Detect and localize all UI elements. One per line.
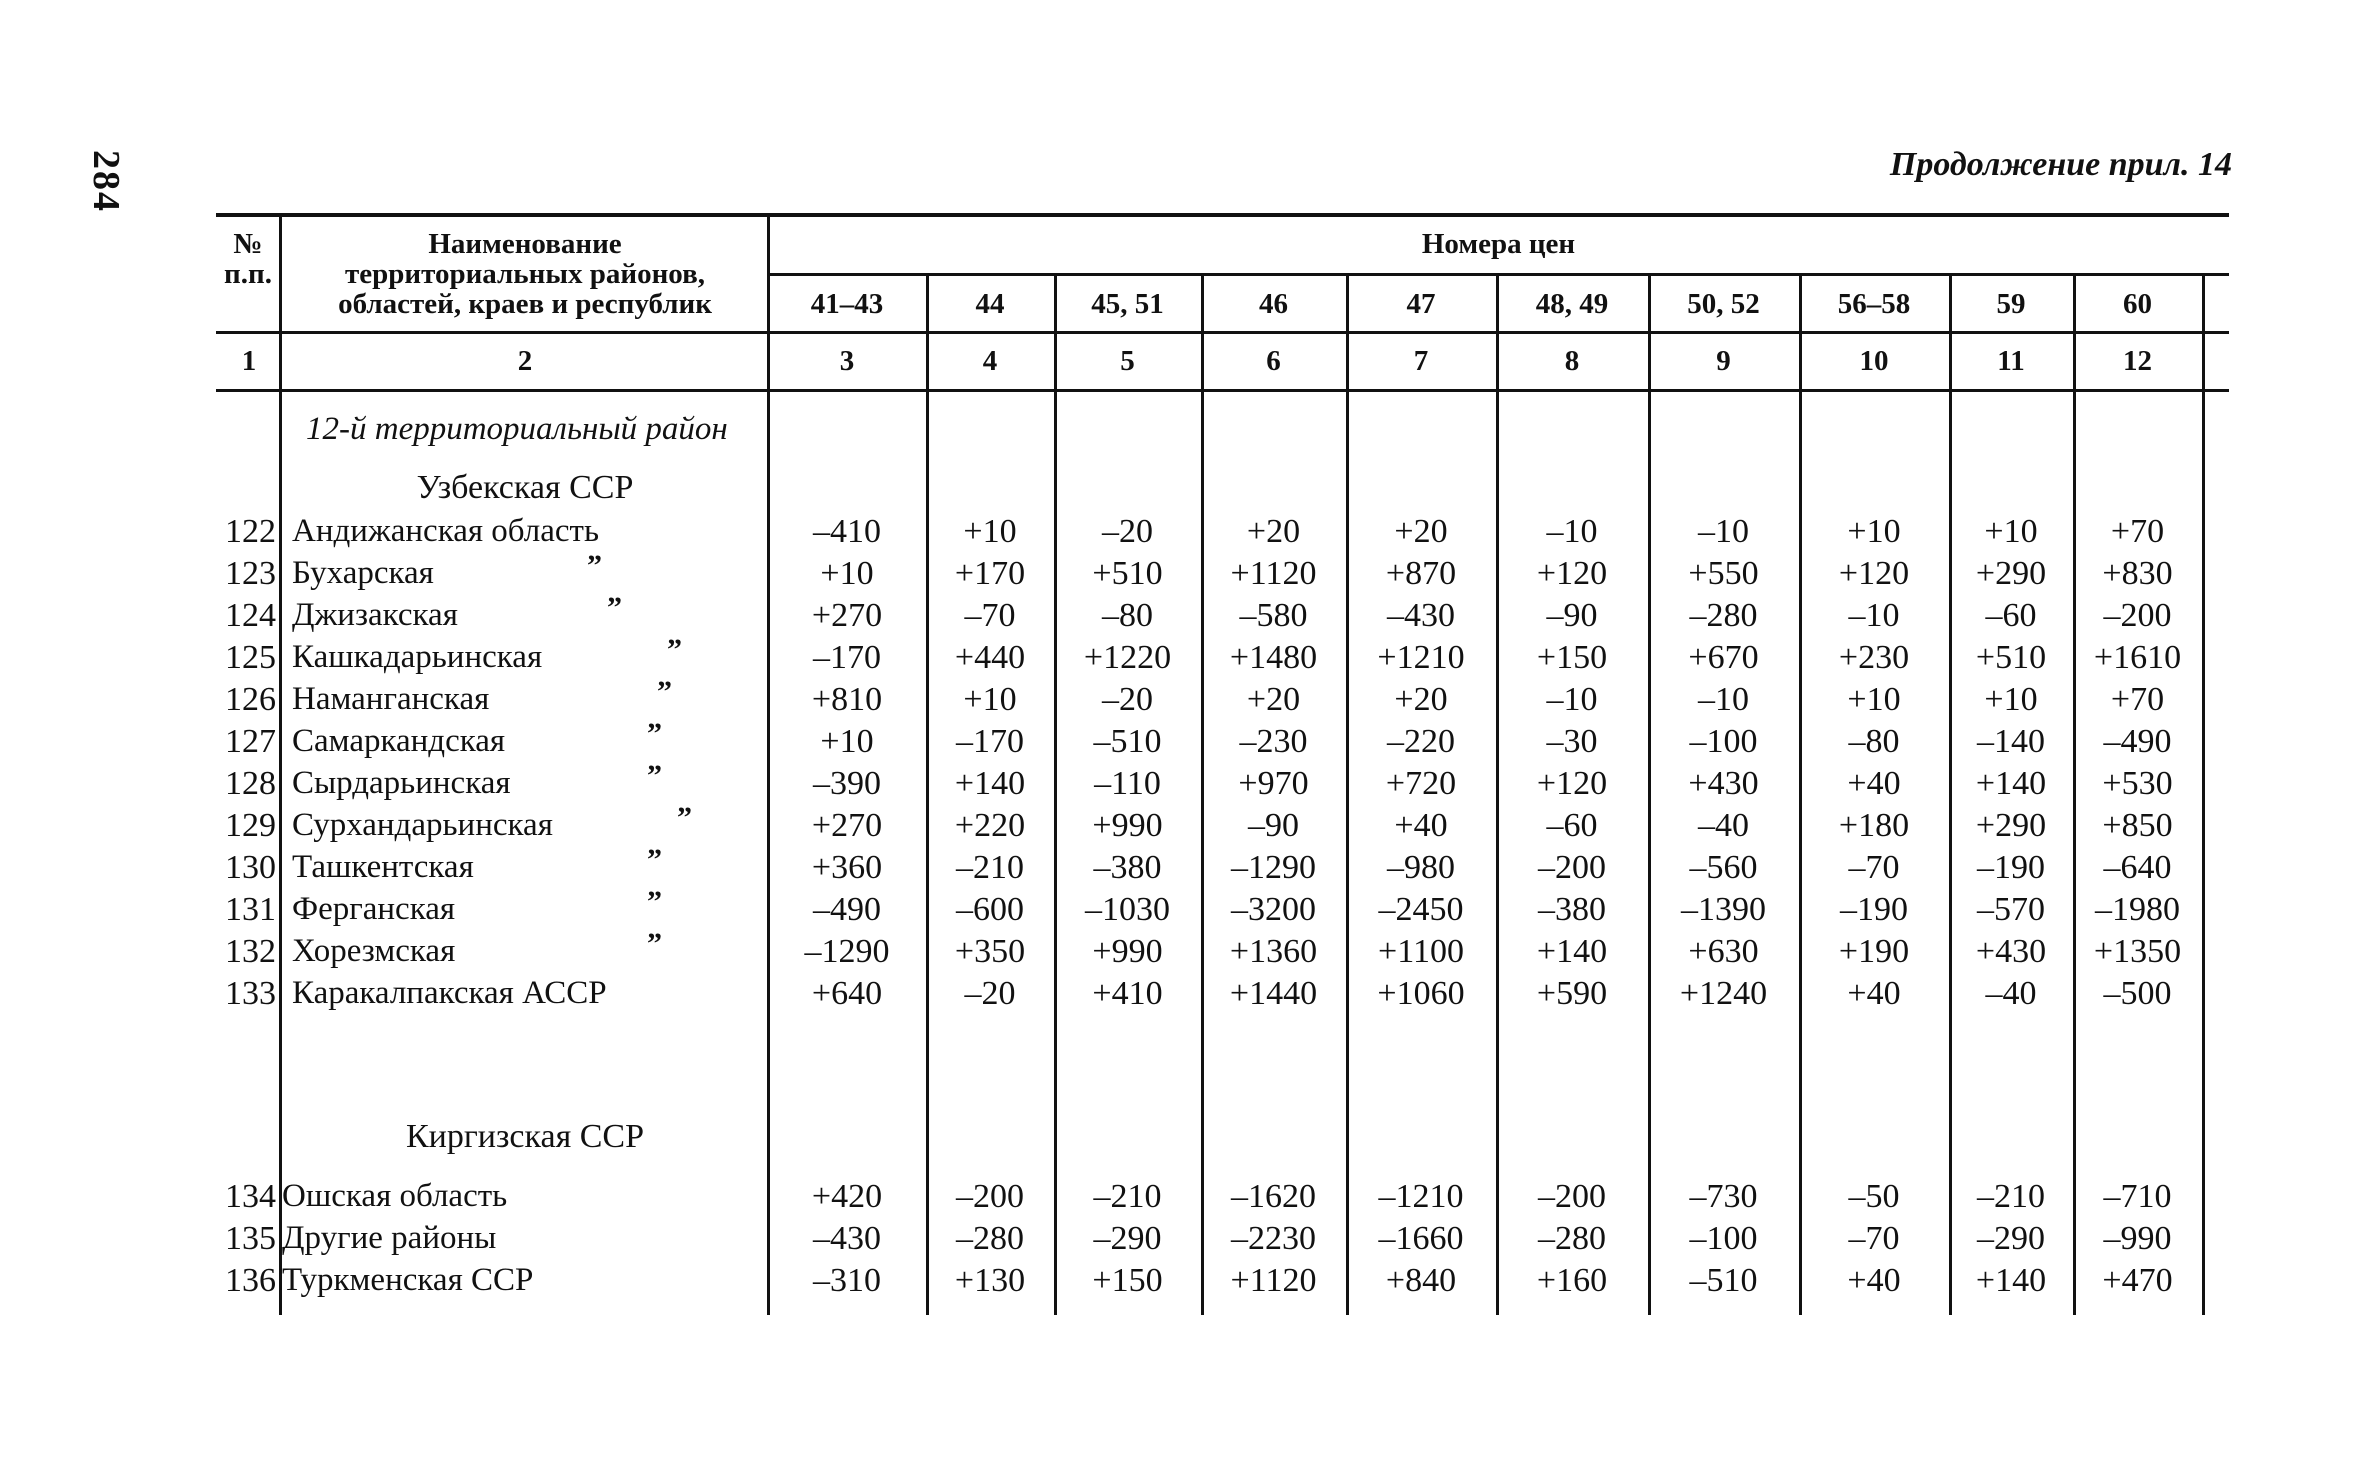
price-delta-cell: –560 — [1689, 849, 1758, 886]
price-delta-cell: –190 — [1977, 849, 2045, 886]
continuation-caption: Продолжение прил. 14 — [1889, 146, 2232, 183]
header-price-group: Номера цен — [1421, 228, 1576, 260]
ditto-mark: ” — [607, 591, 622, 624]
price-delta-cell: –50 — [1848, 1178, 1900, 1215]
price-delta-cell: –490 — [2103, 723, 2172, 760]
price-delta-cell: +270 — [811, 597, 883, 634]
header-price-col: 59 — [1996, 288, 2026, 320]
price-delta-cell: +130 — [954, 1262, 1026, 1299]
region-name: Сырдарьинская — [292, 765, 511, 801]
price-delta-cell: +1120 — [1230, 1262, 1317, 1299]
row-number: 126 — [225, 681, 276, 718]
price-delta-cell: +70 — [2110, 513, 2165, 550]
price-delta-cell: –310 — [813, 1262, 881, 1299]
header-price-col: 60 — [2123, 288, 2152, 320]
price-delta-cell: –1390 — [1681, 891, 1766, 928]
price-delta-cell: –640 — [2103, 849, 2172, 886]
price-delta-cell: –510 — [1689, 1262, 1758, 1299]
column-number: 8 — [1564, 345, 1580, 377]
header-num-line1: № — [233, 228, 263, 260]
price-delta-cell: –500 — [2103, 975, 2172, 1012]
price-delta-cell: +430 — [1688, 765, 1759, 802]
price-delta-cell: –230 — [1239, 723, 1308, 760]
price-delta-cell: +10 — [1984, 513, 2038, 550]
price-delta-cell: –1030 — [1085, 891, 1170, 928]
column-number: 9 — [1716, 345, 1731, 377]
price-delta-cell: +180 — [1838, 807, 1910, 844]
header-price-col: 46 — [1259, 288, 1288, 320]
header-name-line1: Наименование — [428, 228, 622, 260]
price-delta-cell: –600 — [956, 891, 1024, 928]
row-number: 127 — [225, 723, 276, 760]
row-number: 129 — [225, 807, 276, 844]
price-delta-cell: –570 — [1977, 891, 2045, 928]
price-delta-cell: –70 — [964, 597, 1016, 634]
price-delta-cell: +350 — [954, 933, 1026, 970]
price-delta-cell: +20 — [1394, 513, 1448, 550]
price-delta-cell: +20 — [1246, 513, 1301, 550]
price-delta-cell: –710 — [2103, 1178, 2172, 1215]
ditto-mark: ” — [647, 885, 662, 918]
region-name: Другие районы — [282, 1220, 497, 1256]
column-number: 11 — [1997, 345, 2025, 377]
price-delta-cell: –2230 — [1231, 1220, 1316, 1257]
price-delta-cell: +170 — [954, 555, 1026, 592]
price-delta-cell: –80 — [1102, 597, 1153, 634]
price-delta-cell: –10 — [1546, 681, 1598, 718]
price-delta-cell: +1610 — [2093, 639, 2182, 676]
price-delta-cell: +970 — [1238, 765, 1309, 802]
price-delta-cell: –280 — [1689, 597, 1758, 634]
price-delta-cell: –490 — [813, 891, 881, 928]
price-delta-cell: +160 — [1536, 1262, 1608, 1299]
price-delta-cell: –990 — [2103, 1220, 2172, 1257]
header-num-line2: п.п. — [224, 258, 272, 290]
price-delta-cell: –290 — [1977, 1220, 2045, 1257]
price-delta-cell: +120 — [1536, 555, 1608, 592]
price-delta-cell: +990 — [1092, 807, 1163, 844]
price-delta-cell: –20 — [1102, 513, 1153, 550]
price-delta-cell: +640 — [811, 975, 883, 1012]
price-delta-cell: +830 — [2102, 555, 2173, 592]
price-delta-cell: +40 — [1847, 975, 1901, 1012]
price-delta-cell: –20 — [964, 975, 1016, 1012]
price-delta-cell: +410 — [1092, 975, 1163, 1012]
price-delta-cell: –10 — [1546, 513, 1598, 550]
row-number: 136 — [225, 1262, 276, 1299]
price-delta-cell: –3200 — [1231, 891, 1316, 928]
row-number: 134 — [225, 1178, 276, 1215]
price-delta-cell: +1440 — [1229, 975, 1318, 1012]
column-number: 10 — [1859, 345, 1889, 377]
row-number: 130 — [225, 849, 276, 886]
price-delta-cell: –70 — [1848, 849, 1900, 886]
price-delta-cell: –110 — [1094, 765, 1161, 802]
column-number: 5 — [1120, 345, 1135, 377]
price-delta-cell: +10 — [820, 555, 874, 592]
price-delta-cell: –980 — [1387, 849, 1455, 886]
header-price-col: 56–58 — [1837, 288, 1911, 320]
price-delta-cell: –170 — [813, 639, 881, 676]
price-delta-cell: +990 — [1092, 933, 1163, 970]
price-delta-cell: +40 — [1847, 765, 1901, 802]
price-delta-cell: +10 — [1847, 681, 1901, 718]
header-bottom-rule — [216, 331, 2229, 334]
region-name: Туркменская ССР — [282, 1262, 534, 1298]
price-delta-cell: –210 — [1977, 1178, 2045, 1215]
price-delta-cell: +530 — [2102, 765, 2173, 802]
price-delta-cell: +10 — [963, 513, 1017, 550]
region-name: Кашкадарьинская — [292, 639, 543, 675]
row-number: 135 — [225, 1220, 276, 1257]
price-delta-cell: –1290 — [804, 933, 890, 970]
section-district-title: 12-й территориальный район — [306, 411, 728, 447]
price-delta-cell: +20 — [1246, 681, 1301, 718]
price-delta-cell: +10 — [820, 723, 874, 760]
region-name: Ташкентская — [292, 849, 474, 885]
price-delta-cell: –410 — [813, 513, 881, 550]
region-name: Андижанская область — [292, 513, 600, 549]
header-price-col: 50, 52 — [1687, 288, 1760, 320]
price-delta-cell: +20 — [1394, 681, 1448, 718]
price-delta-cell: –40 — [1698, 807, 1749, 844]
price-delta-cell: –380 — [1093, 849, 1162, 886]
ditto-mark: ” — [677, 801, 692, 834]
price-delta-cell: +10 — [1847, 513, 1901, 550]
price-delta-cell: –90 — [1546, 597, 1598, 634]
price-delta-cell: –20 — [1102, 681, 1153, 718]
region-name: Бухарская — [292, 555, 434, 591]
header-name-line2: территориальных районов, — [345, 258, 705, 290]
price-delta-cell: –10 — [1698, 513, 1749, 550]
table-top-rule — [216, 213, 2229, 217]
price-delta-cell: +550 — [1688, 555, 1759, 592]
price-delta-cell: +120 — [1838, 555, 1910, 592]
price-delta-cell: +590 — [1536, 975, 1608, 1012]
price-delta-cell: –510 — [1093, 723, 1162, 760]
price-delta-cell: +10 — [963, 681, 1017, 718]
price-delta-cell: +1120 — [1230, 555, 1317, 592]
price-delta-cell: +1220 — [1083, 639, 1172, 676]
price-delta-cell: –200 — [2103, 597, 2172, 634]
region-name: Ферганская — [292, 891, 456, 927]
header-num-label — [216, 229, 280, 289]
price-delta-cell: –60 — [1985, 597, 2037, 634]
price-delta-cell: +810 — [811, 681, 883, 718]
section-kirgiz-title: Киргизская ССР — [405, 1118, 645, 1155]
ditto-mark: ” — [647, 717, 662, 750]
ditto-mark: ” — [667, 633, 682, 666]
price-delta-cell: +1360 — [1229, 933, 1318, 970]
price-delta-cell: +430 — [1975, 933, 2047, 970]
price-delta-cell: +510 — [1092, 555, 1163, 592]
column-number: 3 — [839, 345, 855, 377]
price-delta-cell: +140 — [954, 765, 1026, 802]
price-delta-cell: –60 — [1546, 807, 1598, 844]
price-delta-cell: –1980 — [2095, 891, 2180, 928]
price-delta-cell: –190 — [1840, 891, 1908, 928]
price-delta-cell: –30 — [1546, 723, 1598, 760]
price-delta-cell: +120 — [1536, 765, 1608, 802]
price-delta-cell: –10 — [1698, 681, 1749, 718]
price-delta-cell: +420 — [811, 1178, 883, 1215]
row-number: 128 — [225, 765, 276, 802]
price-delta-cell: +230 — [1838, 639, 1910, 676]
row-number: 133 — [225, 975, 276, 1012]
price-delta-cell: +720 — [1385, 765, 1457, 802]
header-price-col: 44 — [975, 288, 1005, 320]
price-delta-cell: –290 — [1093, 1220, 1162, 1257]
price-delta-cell: –210 — [956, 849, 1024, 886]
price-delta-cell: –430 — [1387, 597, 1455, 634]
price-delta-cell: –1660 — [1378, 1220, 1464, 1257]
price-delta-cell: –1290 — [1231, 849, 1316, 886]
header-price-col: 45, 51 — [1091, 288, 1164, 320]
price-delta-cell: +440 — [954, 639, 1026, 676]
price-delta-cell: –80 — [1848, 723, 1900, 760]
page-number: 284 — [85, 150, 127, 213]
row-number: 122 — [225, 513, 276, 550]
region-name: Каракалпакская АССР — [292, 975, 607, 1011]
price-delta-cell: –100 — [1689, 723, 1758, 760]
price-delta-cell: –280 — [1538, 1220, 1606, 1257]
price-delta-cell: +1240 — [1679, 975, 1768, 1012]
price-delta-cell: +290 — [1975, 555, 2047, 592]
column-number: 6 — [1266, 345, 1281, 377]
price-delta-cell: +140 — [1975, 1262, 2047, 1299]
price-delta-cell: –390 — [813, 765, 881, 802]
price-delta-cell: +840 — [1385, 1262, 1457, 1299]
section-uzbek-title: Узбекская ССР — [416, 469, 634, 506]
price-delta-cell: +850 — [2102, 807, 2173, 844]
price-delta-cell: –140 — [1977, 723, 2045, 760]
column-number: 2 — [517, 345, 533, 377]
price-delta-cell: +510 — [1975, 639, 2047, 676]
ditto-mark: ” — [647, 843, 662, 876]
price-delta-cell: +630 — [1688, 933, 1759, 970]
price-delta-cell: –200 — [1538, 1178, 1606, 1215]
price-delta-cell: +150 — [1536, 639, 1608, 676]
price-delta-cell: +40 — [1847, 1262, 1901, 1299]
price-delta-cell: –430 — [813, 1220, 881, 1257]
price-delta-cell: +220 — [954, 807, 1026, 844]
row-number: 132 — [225, 933, 276, 970]
column-number: 12 — [2123, 345, 2152, 377]
price-delta-cell: +150 — [1092, 1262, 1163, 1299]
price-delta-cell: +270 — [811, 807, 883, 844]
column-rule — [2202, 273, 2205, 1315]
price-delta-cell: –380 — [1538, 891, 1606, 928]
ditto-mark: ” — [647, 927, 662, 960]
region-name: Наманганская — [292, 681, 490, 717]
price-delta-cell: –730 — [1689, 1178, 1758, 1215]
price-delta-cell: +10 — [1984, 681, 2038, 718]
price-delta-cell: –580 — [1239, 597, 1308, 634]
ditto-mark: ” — [587, 549, 602, 582]
price-delta-cell: –220 — [1387, 723, 1455, 760]
price-table — [216, 213, 2229, 1315]
price-delta-cell: +360 — [811, 849, 883, 886]
price-delta-cell: –170 — [956, 723, 1024, 760]
price-delta-cell: +1350 — [2093, 933, 2182, 970]
ditto-mark: ” — [647, 759, 662, 792]
price-delta-cell: +1100 — [1378, 933, 1464, 970]
region-name: Хорезмская — [292, 933, 456, 969]
row-number: 125 — [225, 639, 276, 676]
region-name: Самаркандская — [292, 723, 506, 759]
price-delta-cell: +470 — [2102, 1262, 2173, 1299]
row-number: 123 — [225, 555, 276, 592]
price-delta-cell: –200 — [956, 1178, 1024, 1215]
header-name-label — [282, 229, 768, 319]
price-delta-cell: +140 — [1975, 765, 2047, 802]
column-number: 1 — [241, 345, 257, 377]
header-price-col: 48, 49 — [1535, 288, 1609, 320]
price-delta-cell: –1210 — [1378, 1178, 1464, 1215]
row-number: 124 — [225, 597, 276, 634]
price-delta-cell: –40 — [1985, 975, 2037, 1012]
price-delta-cell: +290 — [1975, 807, 2047, 844]
header-price-col: 41–43 — [810, 288, 884, 320]
price-delta-cell: +1480 — [1229, 639, 1318, 676]
column-number: 4 — [982, 345, 998, 377]
price-delta-cell: +190 — [1838, 933, 1910, 970]
price-delta-cell: +140 — [1536, 933, 1608, 970]
ditto-mark: ” — [657, 675, 672, 708]
header-price-col: 47 — [1406, 288, 1436, 320]
price-delta-cell: –70 — [1848, 1220, 1900, 1257]
price-delta-cell: –10 — [1848, 597, 1900, 634]
price-delta-cell: –2450 — [1378, 891, 1464, 928]
column-number: 7 — [1413, 345, 1429, 377]
region-name: Сурхандарьинская — [292, 807, 553, 843]
price-delta-cell: +1060 — [1377, 975, 1465, 1012]
price-delta-cell: +670 — [1688, 639, 1759, 676]
price-delta-cell: +870 — [1385, 555, 1457, 592]
header-name-line3: областей, краев и республик — [338, 288, 712, 320]
price-delta-cell: –90 — [1248, 807, 1299, 844]
price-delta-cell: +40 — [1394, 807, 1448, 844]
price-delta-cell: +1210 — [1377, 639, 1465, 676]
region-name: Ошская область — [282, 1178, 508, 1214]
colnum-bottom-rule — [216, 389, 2229, 392]
price-delta-cell: –1620 — [1231, 1178, 1316, 1215]
price-delta-cell: –210 — [1093, 1178, 1162, 1215]
region-name: Джизакская — [292, 597, 458, 633]
row-number: 131 — [225, 891, 276, 928]
price-delta-cell: –200 — [1538, 849, 1606, 886]
price-delta-cell: –100 — [1689, 1220, 1758, 1257]
price-delta-cell: –280 — [956, 1220, 1024, 1257]
price-delta-cell: +70 — [2110, 681, 2165, 718]
